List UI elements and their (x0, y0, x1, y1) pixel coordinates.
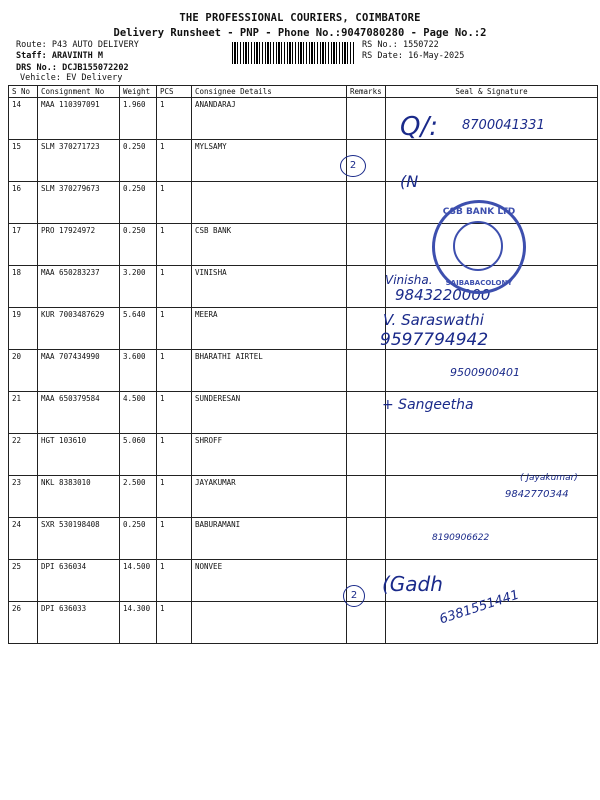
cell-remarks (347, 98, 386, 140)
route-value: P43 AUTO DELIVERY (51, 40, 139, 50)
cell-sno: 17 (9, 224, 38, 266)
cell-sno: 15 (9, 140, 38, 182)
cell-consignment-no: NKL 8383010 (38, 476, 120, 518)
col-consignment-no: Consignment No (38, 86, 120, 98)
handwritten-name: Vinisha. (385, 273, 433, 287)
drs-line: DRS No.: DCJB155072202 (16, 63, 129, 73)
cell-sno: 26 (9, 602, 38, 644)
cell-seal-signature (386, 518, 598, 560)
rs-date-line: RS Date: 16-May-2025 (362, 51, 465, 61)
handwritten-phone: 8700041331 (462, 118, 545, 133)
runsheet-table (8, 85, 598, 644)
cell-weight: 0.250 (120, 518, 157, 560)
cell-consignee: MYLSAMY (192, 140, 347, 182)
cell-weight: 3.200 (120, 266, 157, 308)
cell-consignee: CSB BANK (192, 224, 347, 266)
document-title: THE PROFESSIONAL COURIERS, COIMBATORE (179, 12, 421, 24)
cell-sno: 18 (9, 266, 38, 308)
cell-pcs: 1 (157, 98, 192, 140)
cell-remarks (347, 602, 386, 644)
table-row (9, 434, 598, 476)
table-row (9, 518, 598, 560)
handwritten-phone: 9843220000 (395, 286, 491, 304)
barcode (232, 42, 354, 64)
cell-sno: 24 (9, 518, 38, 560)
cell-consignee: JAYAKUMAR (192, 476, 347, 518)
cell-consignee: VINISHA (192, 266, 347, 308)
cell-consignment-no: MAA 707434990 (38, 350, 120, 392)
signature-scribble: (Gadh (382, 572, 443, 596)
cell-consignee: NONVEE (192, 560, 347, 602)
cell-remarks (347, 434, 386, 476)
handwritten-phone: 6381551441 (437, 587, 522, 628)
cell-consignee: SHROFF (192, 434, 347, 476)
cell-consignment-no: SLM 370271723 (38, 140, 120, 182)
staff-value: ARAVINTH M (51, 51, 104, 61)
cell-weight: 14.500 (120, 560, 157, 602)
cell-weight: 0.250 (120, 224, 157, 266)
cell-pcs: 1 (157, 350, 192, 392)
cell-seal-signature (386, 434, 598, 476)
cell-consignment-no: KUR 7003487629 (38, 308, 120, 350)
cell-consignee: SUNDERESAN (192, 392, 347, 434)
cell-consignment-no: SLM 370279673 (38, 182, 120, 224)
table-row (9, 308, 598, 350)
cell-consignee: ANANDARAJ (192, 98, 347, 140)
cell-pcs: 1 (157, 140, 192, 182)
cell-sno: 25 (9, 560, 38, 602)
cell-sno: 16 (9, 182, 38, 224)
cell-remarks (347, 266, 386, 308)
cell-weight: 5.060 (120, 434, 157, 476)
cell-pcs: 1 (157, 182, 192, 224)
cell-weight: 0.250 (120, 140, 157, 182)
cell-weight: 0.250 (120, 182, 157, 224)
rs-no-value: 1550722 (402, 40, 439, 50)
handwritten-phone: 8190906622 (432, 533, 490, 543)
col-remarks: Remarks (347, 86, 386, 98)
cell-remarks (347, 476, 386, 518)
cell-consignment-no: MAA 650379584 (38, 392, 120, 434)
vehicle-line: Vehicle: EV Delivery (20, 73, 123, 83)
cell-consignee (192, 602, 347, 644)
cell-pcs: 1 (157, 518, 192, 560)
cell-consignment-no: MAA 650283237 (38, 266, 120, 308)
handwritten-phone: 9500900401 (450, 366, 520, 379)
col-weight: Weight (120, 86, 157, 98)
cell-consignment-no: HGT 103610 (38, 434, 120, 476)
handwritten-name: V. Saraswathi (383, 311, 484, 329)
bank-seal-stamp: CSB BANK LTD SAIBABACOLONY (432, 200, 526, 294)
cell-pcs: 1 (157, 392, 192, 434)
cell-remarks (347, 224, 386, 266)
handwritten-phone: 9597794942 (380, 330, 489, 350)
cell-sno: 23 (9, 476, 38, 518)
cell-pcs: 1 (157, 560, 192, 602)
cell-consignment-no: MAA 110397091 (38, 98, 120, 140)
cell-weight: 4.500 (120, 392, 157, 434)
cell-weight: 3.600 (120, 350, 157, 392)
cell-consignee: BHARATHI AIRTEL (192, 350, 347, 392)
cell-remarks (347, 518, 386, 560)
table-row (9, 392, 598, 434)
cell-consignment-no: DPI 636034 (38, 560, 120, 602)
table-row (9, 140, 598, 182)
cell-pcs: 1 (157, 224, 192, 266)
cell-sno: 21 (9, 392, 38, 434)
cell-consignee: BABURAMANI (192, 518, 347, 560)
remark-circle: 2 (343, 585, 365, 607)
staff-line: Staff: ARAVINTH M (16, 51, 104, 61)
cell-pcs: 1 (157, 602, 192, 644)
cell-weight: 1.960 (120, 98, 157, 140)
cell-pcs: 1 (157, 308, 192, 350)
cell-consignment-no: DPI 636033 (38, 602, 120, 644)
cell-remarks (347, 392, 386, 434)
col-seal-signature: Seal & Signature (386, 86, 598, 98)
col-pcs: PCS (157, 86, 192, 98)
signature-scribble: (N (400, 172, 419, 191)
table-row (9, 602, 598, 644)
rs-date-value: 16-May-2025 (408, 51, 465, 61)
cell-weight: 5.640 (120, 308, 157, 350)
col-sno: S No (9, 86, 38, 98)
cell-consignment-no: SXR 530198408 (38, 518, 120, 560)
document-subtitle: Delivery Runsheet - PNP - Phone No.:9047080280 - Page No.:2 (113, 27, 487, 39)
cell-sno: 22 (9, 434, 38, 476)
signature-scribble: Q/: (400, 112, 438, 142)
cell-consignment-no: PRO 17924972 (38, 224, 120, 266)
cell-sno: 14 (9, 98, 38, 140)
cell-consignee (192, 182, 347, 224)
drs-value: DCJB155072202 (62, 63, 129, 73)
cell-sno: 20 (9, 350, 38, 392)
rs-no-line: RS No.: 1550722 (362, 40, 439, 50)
cell-sno: 19 (9, 308, 38, 350)
cell-weight: 2.500 (120, 476, 157, 518)
vehicle-value: EV Delivery (66, 73, 123, 83)
route-line: Route: P43 AUTO DELIVERY (16, 40, 139, 50)
cell-consignee: MEERA (192, 308, 347, 350)
cell-pcs: 1 (157, 266, 192, 308)
cell-pcs: 1 (157, 434, 192, 476)
cell-pcs: 1 (157, 476, 192, 518)
table-header-row (9, 86, 598, 98)
cell-weight: 14.300 (120, 602, 157, 644)
handwritten-name: ( Jayakumar) (520, 473, 578, 483)
remark-circle: 2 (340, 155, 366, 177)
handwritten-phone: 9842770344 (505, 489, 569, 500)
cell-remarks (347, 182, 386, 224)
cell-remarks (347, 350, 386, 392)
col-consignee-details: Consignee Details (192, 86, 347, 98)
signature-scribble: + Sangeetha (382, 397, 474, 413)
